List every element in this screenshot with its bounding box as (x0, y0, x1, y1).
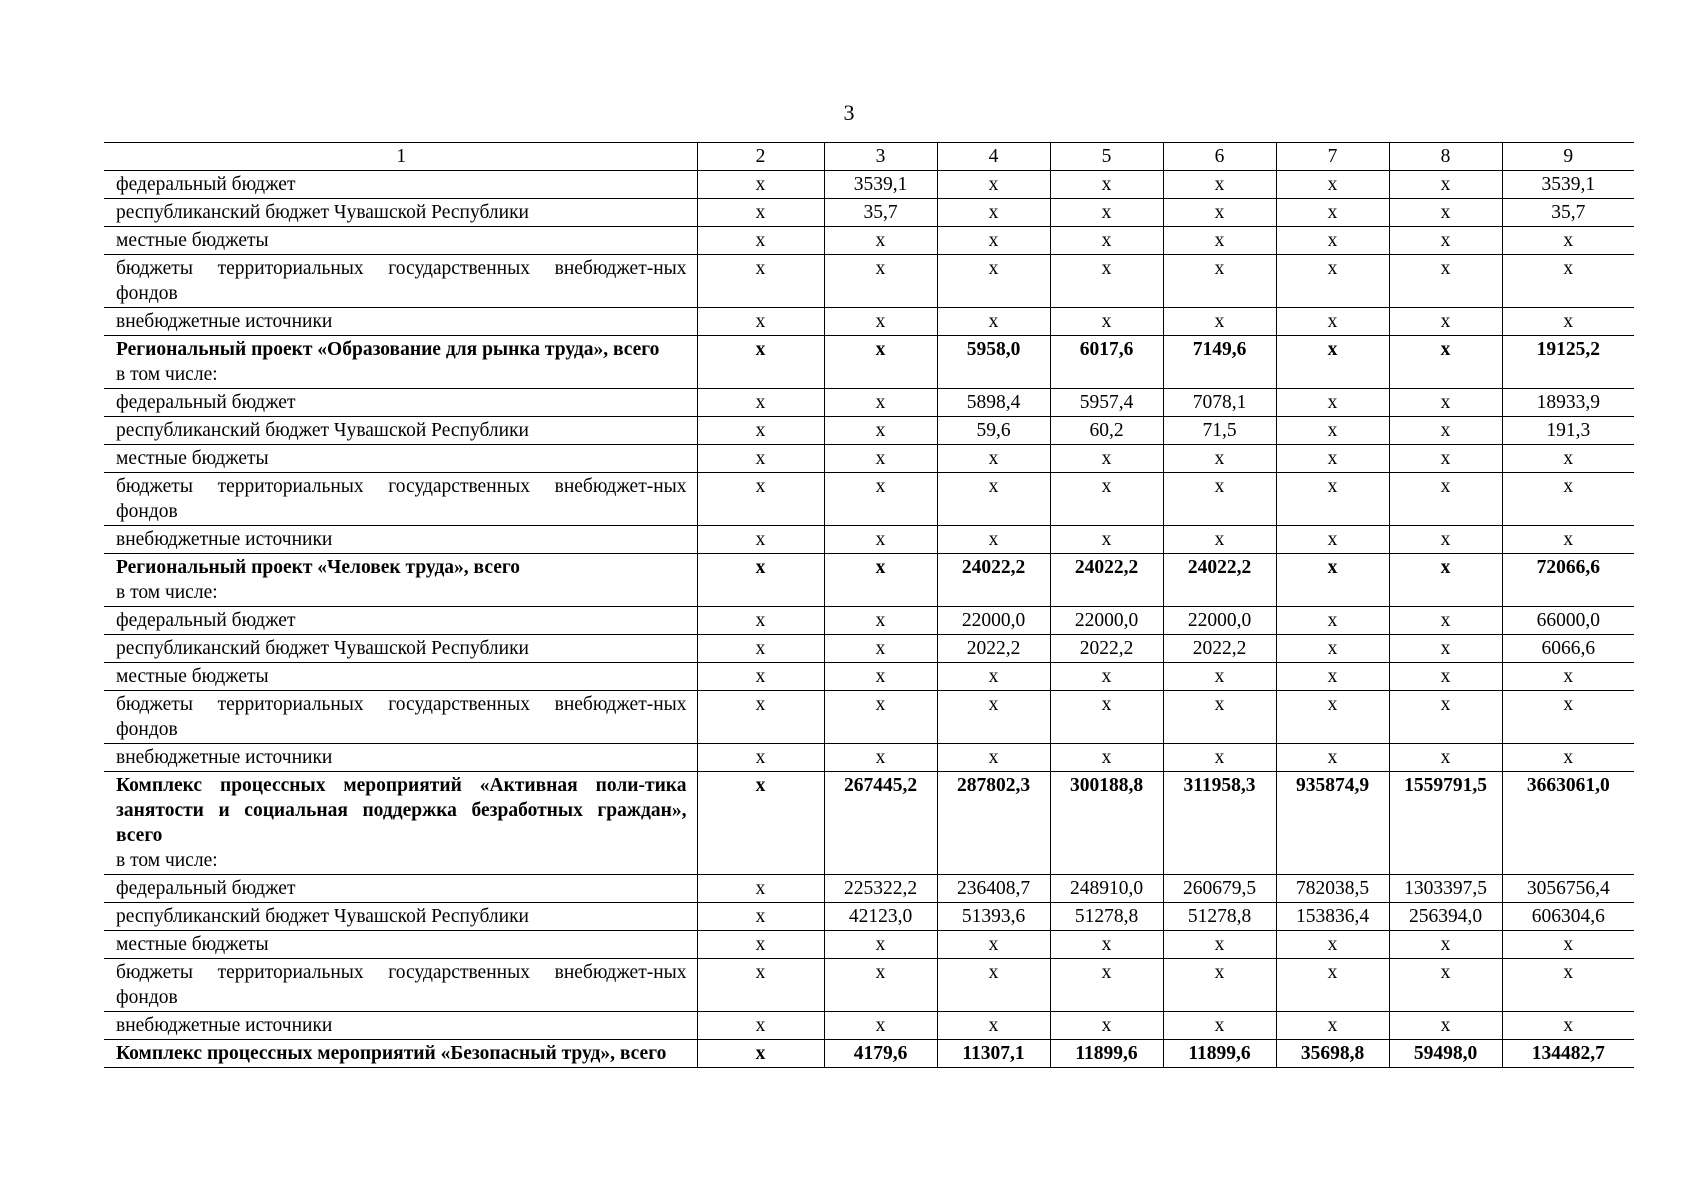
value-cell-col-2: х (697, 445, 824, 473)
value-cell-col-8: 256394,0 (1389, 903, 1502, 931)
value-cell-col-3: х (824, 473, 937, 526)
row-label-cell (104, 526, 697, 554)
value-cell-col-2: х (697, 931, 824, 959)
value-cell-col-4: 236408,7 (937, 875, 1050, 903)
value-cell-col-7: х (1276, 526, 1389, 554)
value-cell-col-2: х (697, 1040, 824, 1068)
value-cell-col-4: х (937, 199, 1050, 227)
value-cell-col-9: х (1502, 663, 1634, 691)
value-cell-col-7: х (1276, 959, 1389, 1012)
value-cell-col-3: х (824, 635, 937, 663)
value-cell-col-4: х (937, 255, 1050, 308)
row-label-cell (104, 255, 697, 308)
value-cell-col-8: х (1389, 389, 1502, 417)
value-cell-col-5: х (1050, 691, 1163, 744)
value-cell-col-5: х (1050, 171, 1163, 199)
value-cell-col-9: 191,3 (1502, 417, 1634, 445)
value-cell-col-3: 4179,6 (824, 1040, 937, 1068)
row-label: республиканский бюджет Чувашской Республики (116, 420, 529, 441)
value-cell-col-4: 24022,2 (937, 554, 1050, 607)
value-cell-col-4: 2022,2 (937, 635, 1050, 663)
row-label-cell (104, 959, 697, 1012)
row-label-cell (104, 445, 697, 473)
row-label: бюджеты территориальных государственных внебюджет-ных фондов (116, 258, 687, 304)
value-cell-col-2: х (697, 959, 824, 1012)
value-cell-col-5: х (1050, 959, 1163, 1012)
value-cell-col-9: х (1502, 255, 1634, 308)
row-label: местные бюджеты (116, 448, 269, 469)
row-label-cell (104, 903, 697, 931)
section-total-row (104, 336, 1634, 389)
row-label-cell (104, 417, 697, 445)
row-label: внебюджетные источники (116, 747, 333, 768)
value-cell-col-2: х (697, 635, 824, 663)
value-cell-col-6: 22000,0 (1163, 607, 1276, 635)
value-cell-col-6: 311958,3 (1163, 772, 1276, 875)
value-cell-col-7: 35698,8 (1276, 1040, 1389, 1068)
value-cell-col-2: х (697, 336, 824, 389)
row-label-cell (104, 691, 697, 744)
row-label: республиканский бюджет Чувашской Республики (116, 638, 529, 659)
row-label: республиканский бюджет Чувашской Республики (116, 202, 529, 223)
value-cell-col-4: х (937, 691, 1050, 744)
value-cell-col-8: х (1389, 336, 1502, 389)
value-cell-col-4: х (937, 744, 1050, 772)
row-label: внебюджетные источники (116, 529, 333, 550)
value-cell-col-5: х (1050, 931, 1163, 959)
value-cell-col-5: 248910,0 (1050, 875, 1163, 903)
value-cell-col-2: х (697, 308, 824, 336)
value-cell-col-4: х (937, 308, 1050, 336)
column-header-6: 6 (1163, 143, 1276, 171)
value-cell-col-5: 22000,0 (1050, 607, 1163, 635)
value-cell-col-9: х (1502, 308, 1634, 336)
value-cell-col-5: х (1050, 445, 1163, 473)
row-label: внебюджетные источники (116, 1015, 333, 1036)
value-cell-col-7: х (1276, 171, 1389, 199)
value-cell-col-5: х (1050, 227, 1163, 255)
table-row (104, 445, 1634, 473)
value-cell-col-8: х (1389, 417, 1502, 445)
value-cell-col-4: 22000,0 (937, 607, 1050, 635)
value-cell-col-7: х (1276, 308, 1389, 336)
page-number: 3 (843, 100, 855, 125)
value-cell-col-9: 72066,6 (1502, 554, 1634, 607)
value-cell-col-4: х (937, 663, 1050, 691)
table-row (104, 635, 1634, 663)
row-label-cell (104, 931, 697, 959)
value-cell-col-6: 260679,5 (1163, 875, 1276, 903)
value-cell-col-3: х (824, 931, 937, 959)
value-cell-col-2: х (697, 473, 824, 526)
value-cell-col-3: 35,7 (824, 199, 937, 227)
row-label: Комплекс процессных мероприятий «Безопасный труд», всего (116, 1043, 667, 1064)
value-cell-col-7: х (1276, 473, 1389, 526)
table-row (104, 875, 1634, 903)
row-label: федеральный бюджет (116, 392, 296, 413)
table-body (104, 143, 1634, 1068)
row-label: бюджеты территориальных государственных внебюджет-ных фондов (116, 476, 687, 522)
row-label-cell (104, 389, 697, 417)
value-cell-col-7: х (1276, 554, 1389, 607)
value-cell-col-9: х (1502, 931, 1634, 959)
value-cell-col-6: х (1163, 171, 1276, 199)
value-cell-col-9: 66000,0 (1502, 607, 1634, 635)
value-cell-col-6: х (1163, 199, 1276, 227)
value-cell-col-3: х (824, 663, 937, 691)
value-cell-col-2: х (697, 255, 824, 308)
row-label-cell (104, 607, 697, 635)
table-row (104, 931, 1634, 959)
row-label-cell (104, 635, 697, 663)
value-cell-col-4: 287802,3 (937, 772, 1050, 875)
value-cell-col-9: 3663061,0 (1502, 772, 1634, 875)
value-cell-col-3: х (824, 959, 937, 1012)
row-label-cell (104, 663, 697, 691)
row-label-cell (104, 744, 697, 772)
value-cell-col-5: х (1050, 744, 1163, 772)
value-cell-col-4: х (937, 445, 1050, 473)
value-cell-col-3: х (824, 308, 937, 336)
row-label: Региональный проект «Человек труда», всего (116, 557, 520, 578)
value-cell-col-5: 2022,2 (1050, 635, 1163, 663)
value-cell-col-5: 11899,6 (1050, 1040, 1163, 1068)
value-cell-col-3: х (824, 526, 937, 554)
row-sublabel: в том числе: (116, 364, 218, 385)
row-label: местные бюджеты (116, 230, 269, 251)
value-cell-col-2: х (697, 744, 824, 772)
value-cell-col-8: х (1389, 691, 1502, 744)
value-cell-col-7: х (1276, 931, 1389, 959)
row-sublabel: в том числе: (116, 582, 218, 603)
table-row (104, 171, 1634, 199)
value-cell-col-6: х (1163, 663, 1276, 691)
row-label: бюджеты территориальных государственных внебюджет-ных фондов (116, 694, 687, 740)
value-cell-col-2: х (697, 691, 824, 744)
value-cell-col-4: 51393,6 (937, 903, 1050, 931)
value-cell-col-3: х (824, 607, 937, 635)
value-cell-col-9: 35,7 (1502, 199, 1634, 227)
value-cell-col-4: х (937, 526, 1050, 554)
value-cell-col-8: х (1389, 199, 1502, 227)
value-cell-col-7: х (1276, 691, 1389, 744)
value-cell-col-9: 3539,1 (1502, 171, 1634, 199)
value-cell-col-3: 42123,0 (824, 903, 937, 931)
value-cell-col-3: х (824, 744, 937, 772)
row-label-cell (104, 227, 697, 255)
value-cell-col-5: 300188,8 (1050, 772, 1163, 875)
value-cell-col-7: х (1276, 255, 1389, 308)
value-cell-col-9: х (1502, 1012, 1634, 1040)
value-cell-col-6: 11899,6 (1163, 1040, 1276, 1068)
table-row (104, 959, 1634, 1012)
row-label: федеральный бюджет (116, 610, 296, 631)
value-cell-col-3: х (824, 227, 937, 255)
value-cell-col-5: х (1050, 199, 1163, 227)
value-cell-col-4: х (937, 171, 1050, 199)
value-cell-col-5: 6017,6 (1050, 336, 1163, 389)
table-row (104, 526, 1634, 554)
value-cell-col-2: х (697, 417, 824, 445)
value-cell-col-7: х (1276, 1012, 1389, 1040)
value-cell-col-3: 3539,1 (824, 171, 937, 199)
value-cell-col-5: х (1050, 255, 1163, 308)
value-cell-col-6: 7149,6 (1163, 336, 1276, 389)
value-cell-col-8: х (1389, 635, 1502, 663)
value-cell-col-9: х (1502, 744, 1634, 772)
value-cell-col-4: х (937, 227, 1050, 255)
row-label: федеральный бюджет (116, 878, 296, 899)
value-cell-col-4: 5898,4 (937, 389, 1050, 417)
table-row (104, 473, 1634, 526)
row-label-cell (104, 875, 697, 903)
value-cell-col-7: х (1276, 607, 1389, 635)
row-label-cell (104, 772, 697, 875)
value-cell-col-5: 51278,8 (1050, 903, 1163, 931)
value-cell-col-6: х (1163, 473, 1276, 526)
value-cell-col-3: х (824, 1012, 937, 1040)
row-label: внебюджетные источники (116, 311, 333, 332)
value-cell-col-9: 18933,9 (1502, 389, 1634, 417)
row-label-cell (104, 171, 697, 199)
row-sublabel: в том числе: (116, 850, 218, 871)
value-cell-col-7: х (1276, 389, 1389, 417)
row-label-cell (104, 1040, 697, 1068)
value-cell-col-3: х (824, 336, 937, 389)
table-row (104, 255, 1634, 308)
value-cell-col-8: х (1389, 744, 1502, 772)
value-cell-col-2: х (697, 1012, 824, 1040)
value-cell-col-6: х (1163, 526, 1276, 554)
value-cell-col-5: х (1050, 308, 1163, 336)
value-cell-col-2: х (697, 663, 824, 691)
value-cell-col-5: 5957,4 (1050, 389, 1163, 417)
value-cell-col-6: х (1163, 227, 1276, 255)
value-cell-col-4: х (937, 959, 1050, 1012)
table-row (104, 389, 1634, 417)
value-cell-col-9: х (1502, 526, 1634, 554)
table-row (104, 417, 1634, 445)
value-cell-col-2: х (697, 171, 824, 199)
column-header-3: 3 (824, 143, 937, 171)
value-cell-col-3: 225322,2 (824, 875, 937, 903)
column-header-1: 1 (104, 143, 697, 171)
value-cell-col-5: х (1050, 473, 1163, 526)
value-cell-col-8: х (1389, 607, 1502, 635)
value-cell-col-4: 5958,0 (937, 336, 1050, 389)
value-cell-col-6: 51278,8 (1163, 903, 1276, 931)
value-cell-col-8: х (1389, 663, 1502, 691)
value-cell-col-7: х (1276, 663, 1389, 691)
value-cell-col-3: 267445,2 (824, 772, 937, 875)
row-label-cell (104, 336, 697, 389)
value-cell-col-2: х (697, 607, 824, 635)
value-cell-col-9: х (1502, 445, 1634, 473)
value-cell-col-8: х (1389, 171, 1502, 199)
table-row (104, 744, 1634, 772)
section-total-row (104, 554, 1634, 607)
table-row (104, 227, 1634, 255)
column-header-5: 5 (1050, 143, 1163, 171)
value-cell-col-8: х (1389, 526, 1502, 554)
row-label-cell (104, 473, 697, 526)
value-cell-col-8: х (1389, 445, 1502, 473)
budget-table (104, 142, 1634, 1068)
value-cell-col-2: х (697, 772, 824, 875)
value-cell-col-5: х (1050, 1012, 1163, 1040)
value-cell-col-6: 2022,2 (1163, 635, 1276, 663)
value-cell-col-6: х (1163, 308, 1276, 336)
value-cell-col-8: 1303397,5 (1389, 875, 1502, 903)
row-label-cell (104, 199, 697, 227)
value-cell-col-8: х (1389, 554, 1502, 607)
table-row (104, 663, 1634, 691)
value-cell-col-2: х (697, 199, 824, 227)
value-cell-col-8: х (1389, 227, 1502, 255)
value-cell-col-2: х (697, 526, 824, 554)
value-cell-col-8: х (1389, 959, 1502, 1012)
row-label: бюджеты территориальных государственных внебюджет-ных фондов (116, 962, 687, 1008)
value-cell-col-3: х (824, 691, 937, 744)
table-row (104, 607, 1634, 635)
row-label-cell (104, 554, 697, 607)
value-cell-col-6: х (1163, 445, 1276, 473)
column-header-7: 7 (1276, 143, 1389, 171)
value-cell-col-3: х (824, 255, 937, 308)
value-cell-col-7: 935874,9 (1276, 772, 1389, 875)
value-cell-col-9: 19125,2 (1502, 336, 1634, 389)
value-cell-col-3: х (824, 389, 937, 417)
row-label-cell (104, 1012, 697, 1040)
value-cell-col-4: 11307,1 (937, 1040, 1050, 1068)
value-cell-col-8: х (1389, 308, 1502, 336)
header-row (104, 143, 1634, 171)
value-cell-col-5: х (1050, 526, 1163, 554)
section-total-row (104, 1040, 1634, 1068)
row-label: Комплекс процессных мероприятий «Активная поли-тика занятости и социальная поддержка безработных граждан», всего (116, 775, 687, 846)
column-header-2: 2 (697, 143, 824, 171)
row-label: федеральный бюджет (116, 174, 296, 195)
table-row (104, 308, 1634, 336)
value-cell-col-9: х (1502, 227, 1634, 255)
value-cell-col-6: х (1163, 255, 1276, 308)
value-cell-col-9: 3056756,4 (1502, 875, 1634, 903)
value-cell-col-8: х (1389, 255, 1502, 308)
value-cell-col-7: 153836,4 (1276, 903, 1389, 931)
value-cell-col-3: х (824, 445, 937, 473)
column-header-4: 4 (937, 143, 1050, 171)
value-cell-col-3: х (824, 554, 937, 607)
value-cell-col-7: х (1276, 227, 1389, 255)
value-cell-col-8: 1559791,5 (1389, 772, 1502, 875)
value-cell-col-5: х (1050, 663, 1163, 691)
value-cell-col-7: х (1276, 336, 1389, 389)
value-cell-col-4: х (937, 931, 1050, 959)
row-label: местные бюджеты (116, 666, 269, 687)
value-cell-col-9: х (1502, 691, 1634, 744)
value-cell-col-4: х (937, 473, 1050, 526)
value-cell-col-8: х (1389, 473, 1502, 526)
section-total-row (104, 772, 1634, 875)
value-cell-col-6: х (1163, 931, 1276, 959)
value-cell-col-9: 606304,6 (1502, 903, 1634, 931)
table-row (104, 691, 1634, 744)
row-label-cell (104, 308, 697, 336)
value-cell-col-6: 24022,2 (1163, 554, 1276, 607)
value-cell-col-9: 6066,6 (1502, 635, 1634, 663)
value-cell-col-6: х (1163, 1012, 1276, 1040)
value-cell-col-2: х (697, 903, 824, 931)
column-header-8: 8 (1389, 143, 1502, 171)
value-cell-col-4: 59,6 (937, 417, 1050, 445)
value-cell-col-2: х (697, 389, 824, 417)
value-cell-col-6: х (1163, 959, 1276, 1012)
value-cell-col-2: х (697, 554, 824, 607)
value-cell-col-5: 60,2 (1050, 417, 1163, 445)
value-cell-col-7: х (1276, 635, 1389, 663)
value-cell-col-3: х (824, 417, 937, 445)
table-row (104, 199, 1634, 227)
value-cell-col-6: х (1163, 744, 1276, 772)
value-cell-col-5: 24022,2 (1050, 554, 1163, 607)
value-cell-col-7: х (1276, 445, 1389, 473)
row-label: местные бюджеты (116, 934, 269, 955)
value-cell-col-7: х (1276, 744, 1389, 772)
table-row (104, 903, 1634, 931)
value-cell-col-7: х (1276, 417, 1389, 445)
value-cell-col-9: х (1502, 473, 1634, 526)
value-cell-col-6: х (1163, 691, 1276, 744)
value-cell-col-8: х (1389, 1012, 1502, 1040)
value-cell-col-6: 71,5 (1163, 417, 1276, 445)
table-row (104, 1012, 1634, 1040)
value-cell-col-2: х (697, 227, 824, 255)
value-cell-col-6: 7078,1 (1163, 389, 1276, 417)
row-label: республиканский бюджет Чувашской Республики (116, 906, 529, 927)
value-cell-col-2: х (697, 875, 824, 903)
value-cell-col-8: х (1389, 931, 1502, 959)
value-cell-col-7: х (1276, 199, 1389, 227)
value-cell-col-8: 59498,0 (1389, 1040, 1502, 1068)
value-cell-col-4: х (937, 1012, 1050, 1040)
column-header-9: 9 (1502, 143, 1634, 171)
value-cell-col-9: х (1502, 959, 1634, 1012)
row-label: Региональный проект «Образование для рынка труда», всего (116, 339, 660, 360)
value-cell-col-9: 134482,7 (1502, 1040, 1634, 1068)
value-cell-col-7: 782038,5 (1276, 875, 1389, 903)
